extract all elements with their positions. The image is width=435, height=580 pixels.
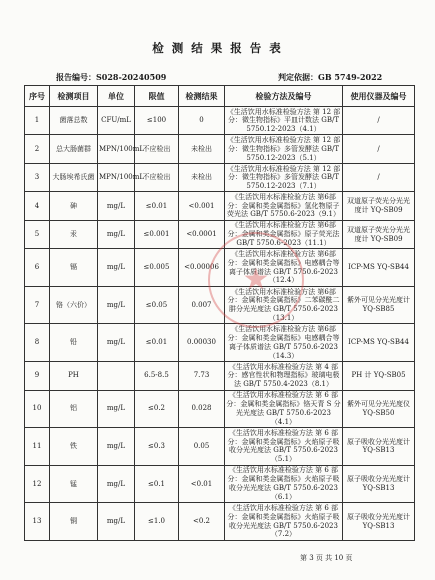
- cell-unit: mg/L: [98, 220, 135, 248]
- table-row: [25, 220, 415, 248]
- cell-instrument: 紫外可见分光光度计 YQ-SB85: [343, 286, 415, 324]
- cell-no: 7: [25, 286, 50, 324]
- table-row: [25, 107, 415, 135]
- header-method: 检验方法及编号: [225, 86, 343, 107]
- cell-item: 菌落总数: [50, 107, 98, 135]
- cell-unit: mg/L: [98, 428, 135, 466]
- cell-method: 《生活饮用水标准检验方法 第 6 部分：金属和类金属指标》火焰原子吸收分光光度法 GB/T 5750.6-2023（7.2）: [225, 503, 343, 541]
- cell-result: <0.00006: [179, 249, 225, 287]
- cell-limit: ≤0.001: [135, 220, 179, 248]
- cell-result: 0.00030: [179, 324, 225, 362]
- header-item: 检测项目: [50, 86, 98, 107]
- cell-limit: ≤0.01: [135, 192, 179, 220]
- cell-limit: 不应检出: [135, 135, 179, 163]
- cell-method: 《生活饮用水标准检验方法 第 12 部分：微生物指标》多管发酵法 GB/T 5750.12-2023（7.1）: [225, 163, 343, 191]
- table-row: [25, 324, 415, 362]
- cell-instrument: /: [343, 163, 415, 191]
- cell-unit: mg/L: [98, 465, 135, 503]
- cell-unit: mg/L: [98, 390, 135, 428]
- cell-item: 总大肠菌群: [50, 135, 98, 163]
- report-title: 检 测 结 果 报 告 表: [152, 41, 283, 55]
- cell-method: 《生活饮用水标准检验方法 第6部分：金属和类金属指标》电感耦合等离子体质谱法 GB/T 5750.6-2023（14.3）: [225, 324, 343, 362]
- header-result: 检测结果: [179, 86, 225, 107]
- page-footer: 第 3 页 共 10 页: [300, 554, 353, 562]
- table-row: [25, 362, 415, 390]
- header-row: [25, 86, 415, 107]
- table-row: [25, 465, 415, 503]
- cell-item: 铁: [50, 428, 98, 466]
- table-row: [25, 192, 415, 220]
- cell-no: 8: [25, 324, 50, 362]
- cell-no: 6: [25, 249, 50, 287]
- cell-unit: mg/L: [98, 503, 135, 541]
- cell-no: 10: [25, 390, 50, 428]
- cell-instrument: 紫外可见分光光度仪 YQ-SB50: [343, 390, 415, 428]
- table-row: [25, 503, 415, 541]
- cell-instrument: 原子吸收分光光度计 YQ-SB13: [343, 428, 415, 466]
- cell-method: 《生活饮用水标准检验方法 第6部分：金属和类金属指标》电感耦合等离子体质谱法 GB/T 5750.6-2023（12.4）: [225, 249, 343, 287]
- cell-limit: ≤0.2: [135, 390, 179, 428]
- cell-result: <0.001: [179, 192, 225, 220]
- report-number: 报告编号：S028-20240509: [56, 72, 167, 82]
- cell-limit: ≤0.005: [135, 249, 179, 287]
- cell-item: 锰: [50, 465, 98, 503]
- cell-item: 砷: [50, 192, 98, 220]
- cell-item: 铝: [50, 390, 98, 428]
- cell-method: 《生活饮用水标准检验方法 第 6 部分：金属和类金属指标》火焰原子吸收分光光度法 GB/T 5750.6-2023（6.1）: [225, 465, 343, 503]
- cell-instrument: 原子吸收分光光度计 YQ-SB13: [343, 465, 415, 503]
- table-row: [25, 249, 415, 287]
- cell-limit: ≤0.3: [135, 428, 179, 466]
- cell-result: <0.0001: [179, 220, 225, 248]
- cell-unit: CFU/mL: [98, 107, 135, 135]
- cell-no: 2: [25, 135, 50, 163]
- cell-unit: [98, 362, 135, 390]
- cell-limit: ≤1.0: [135, 503, 179, 541]
- cell-no: 5: [25, 220, 50, 248]
- cell-no: 1: [25, 107, 50, 135]
- cell-method: 《生活饮用水标准检验方法 第6部分：金属和类金属指标》原子荧光法 GB/T 5750.6-2023（11.1）: [225, 220, 343, 248]
- cell-unit: mg/L: [98, 324, 135, 362]
- cell-item: 铬（六价）: [50, 286, 98, 324]
- header-instrument: 使用仪器及编号: [343, 86, 415, 107]
- cell-item: PH: [50, 362, 98, 390]
- cell-result: 7.73: [179, 362, 225, 390]
- cell-limit: ≤0.05: [135, 286, 179, 324]
- cell-result: 0.007: [179, 286, 225, 324]
- cell-instrument: ICP-MS YQ-SB44: [343, 324, 415, 362]
- cell-method: 《生活饮用水标准检验方法 第6部分：金属和类金属指标》氢化物原子荧光法 GB/T 5750.6-2023（9.1）: [225, 192, 343, 220]
- cell-result: 0.05: [179, 428, 225, 466]
- cell-unit: mg/L: [98, 249, 135, 287]
- seal-star-icon: ★: [242, 262, 270, 297]
- cell-instrument: ICP-MS YQ-SB44: [343, 249, 415, 287]
- cell-item: 铅: [50, 324, 98, 362]
- cell-instrument: PH 计 YQ-SB05: [343, 362, 415, 390]
- cell-method: 《生活饮用水标准检验方法 第 6 部分：金属和类金属指标》铬天青 S 分光光度法 GB/T 5750.6-2023（4.1）: [225, 390, 343, 428]
- cell-no: 13: [25, 503, 50, 541]
- cell-item: 汞: [50, 220, 98, 248]
- table-row: [25, 428, 415, 466]
- judgment-basis: 判定依据：GB 5749-2022: [278, 72, 383, 82]
- cell-limit: ≤100: [135, 107, 179, 135]
- table-row: [25, 163, 415, 191]
- cell-limit: ≤0.01: [135, 324, 179, 362]
- cell-no: 11: [25, 428, 50, 466]
- header-no: 序号: [25, 86, 50, 107]
- cell-item: 铜: [50, 503, 98, 541]
- cell-unit: mg/L: [98, 286, 135, 324]
- header-limit: 限值: [135, 86, 179, 107]
- header-unit: 单位: [98, 86, 135, 107]
- cell-no: 9: [25, 362, 50, 390]
- table-row: [25, 286, 415, 324]
- cell-no: 3: [25, 163, 50, 191]
- cell-method: 《生活饮用水标准检验方法 第 12 部分：微生物指标》多管发酵法 GB/T 5750.12-2023（5.1）: [225, 135, 343, 163]
- cell-instrument: 双道原子荧光分光光度计 YQ-SB09: [343, 220, 415, 248]
- cell-no: 4: [25, 192, 50, 220]
- cell-result: 未检出: [179, 163, 225, 191]
- cell-result: 0: [179, 107, 225, 135]
- cell-instrument: /: [343, 107, 415, 135]
- cell-limit: 6.5-8.5: [135, 362, 179, 390]
- results-table: [24, 85, 415, 541]
- cell-unit: mg/L: [98, 192, 135, 220]
- cell-limit: ≤0.1: [135, 465, 179, 503]
- cell-unit: MPN/100mL: [98, 163, 135, 191]
- table-row: [25, 135, 415, 163]
- cell-instrument: /: [343, 135, 415, 163]
- cell-method: 《生活饮用水标准检验方法 第 4 部分：感官性状和物理指标》玻璃电极法 GB/T 5750.4-2023（8.1）: [225, 362, 343, 390]
- cell-result: 未检出: [179, 135, 225, 163]
- cell-item: 大肠埃希氏菌: [50, 163, 98, 191]
- cell-item: 镉: [50, 249, 98, 287]
- cell-method: 《生活饮用水标准检验方法 第6部分：金属和类金属指标》二苯碳酰二肼分光光度法 GB/T 5750.6-2023（13.1）: [225, 286, 343, 324]
- cell-limit: 不应检出: [135, 163, 179, 191]
- table-row: [25, 390, 415, 428]
- cell-instrument: 原子吸收分光光度计 YQ-SB13: [343, 503, 415, 541]
- cell-result: <0.2: [179, 503, 225, 541]
- cell-no: 12: [25, 465, 50, 503]
- cell-result: 0.028: [179, 390, 225, 428]
- cell-instrument: 双道原子荧光分光光度计 YQ-SB09: [343, 192, 415, 220]
- cell-method: 《生活饮用水标准检验方法 第 6 部分：金属和类金属指标》火焰原子吸收分光光度法 GB/T 5750.6-2023（5.1）: [225, 428, 343, 466]
- cell-unit: MPN/100mL: [98, 135, 135, 163]
- cell-method: 《生活饮用水标准检验方法 第 12 部分：微生物指标》平皿计数法 GB/T 5750.12-2023（4.1）: [225, 107, 343, 135]
- cell-result: <0.01: [179, 465, 225, 503]
